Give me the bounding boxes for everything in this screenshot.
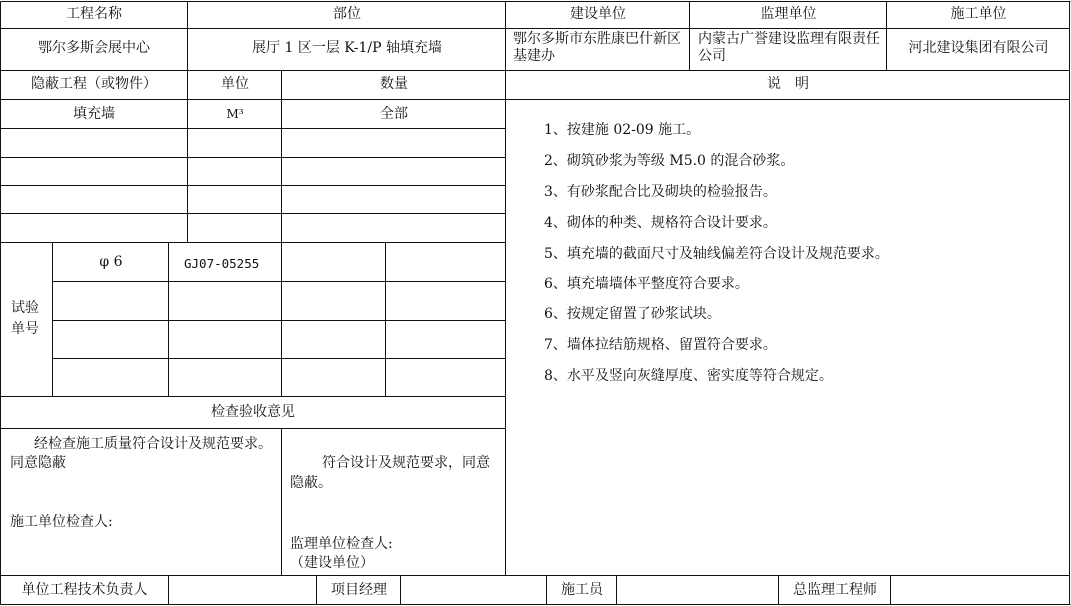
supervisor-label: 监理单位 xyxy=(760,6,817,22)
test-spec: φ 6 xyxy=(99,254,123,270)
note-item: 8、水平及竖向灰缝厚度、密实度等符合规定。 xyxy=(544,368,833,384)
contractor-label: 施工单位 xyxy=(950,6,1007,22)
location-value: 展厅 1 区一层 K-1/P 轴填充墙 xyxy=(252,40,442,56)
note-item: 1、按建施 02-09 施工。 xyxy=(544,122,701,138)
contractor-inspector-label: 施工单位检查人: xyxy=(10,514,113,530)
note-item: 3、有砂浆配合比及砌块的检验报告。 xyxy=(544,184,777,200)
item-column-label: 隐蔽工程（或物件） xyxy=(31,76,157,92)
test-number-label: 试验单号 xyxy=(11,300,39,337)
note-item: 7、墙体拉结筋规格、留置符合要求。 xyxy=(544,337,777,353)
item-name: 填充墙 xyxy=(73,106,115,122)
notes-column-label: 说 明 xyxy=(767,76,809,92)
supervisor-opinion: 符合设计及规范要求，同意隐蔽。 xyxy=(290,455,490,491)
project-name-value: 鄂尔多斯会展中心 xyxy=(38,40,150,56)
note-item: 6、填充墙墙体平整度符合要求。 xyxy=(544,276,749,292)
project-name-label: 工程名称 xyxy=(66,6,122,22)
owner-note: （建设单位） xyxy=(290,555,374,571)
contractor-value: 河北建设集团有限公司 xyxy=(908,40,1049,56)
note-item: 6、按规定留置了砂浆试块。 xyxy=(544,306,721,322)
owner-value: 鄂尔多斯市东胜康巴什新区基建办 xyxy=(513,31,681,64)
tech-lead-label: 单位工程技术负责人 xyxy=(21,582,148,598)
owner-label: 建设单位 xyxy=(570,6,626,22)
item-quantity: 全部 xyxy=(380,106,408,122)
inspection-title: 检查验收意见 xyxy=(211,404,295,420)
chief-supervisor-label: 总监理工程师 xyxy=(793,582,877,598)
note-item: 2、砌筑砂浆为等级 M5.0 的混合砂浆。 xyxy=(544,153,795,169)
supervisor-inspector-label: 监理单位检查人: xyxy=(290,536,393,552)
unit-column-label: 单位 xyxy=(221,76,249,92)
location-label: 部位 xyxy=(333,6,361,22)
supervisor-value: 内蒙古广誉建设监理有限责任公司 xyxy=(698,31,880,64)
quantity-column-label: 数量 xyxy=(380,76,408,92)
contractor-opinion: 经检查施工质量符合设计及规范要求。同意隐蔽 xyxy=(10,436,272,471)
item-unit: M³ xyxy=(226,107,244,121)
test-number: GJ07-05255 xyxy=(184,256,260,271)
note-item: 5、填充墙的截面尺寸及轴线偏差符合设计及规范要求。 xyxy=(544,246,889,262)
constructor-label: 施工员 xyxy=(561,582,603,598)
note-item: 4、砌体的种类、规格符合设计要求。 xyxy=(544,215,777,231)
project-manager-label: 项目经理 xyxy=(331,582,387,598)
